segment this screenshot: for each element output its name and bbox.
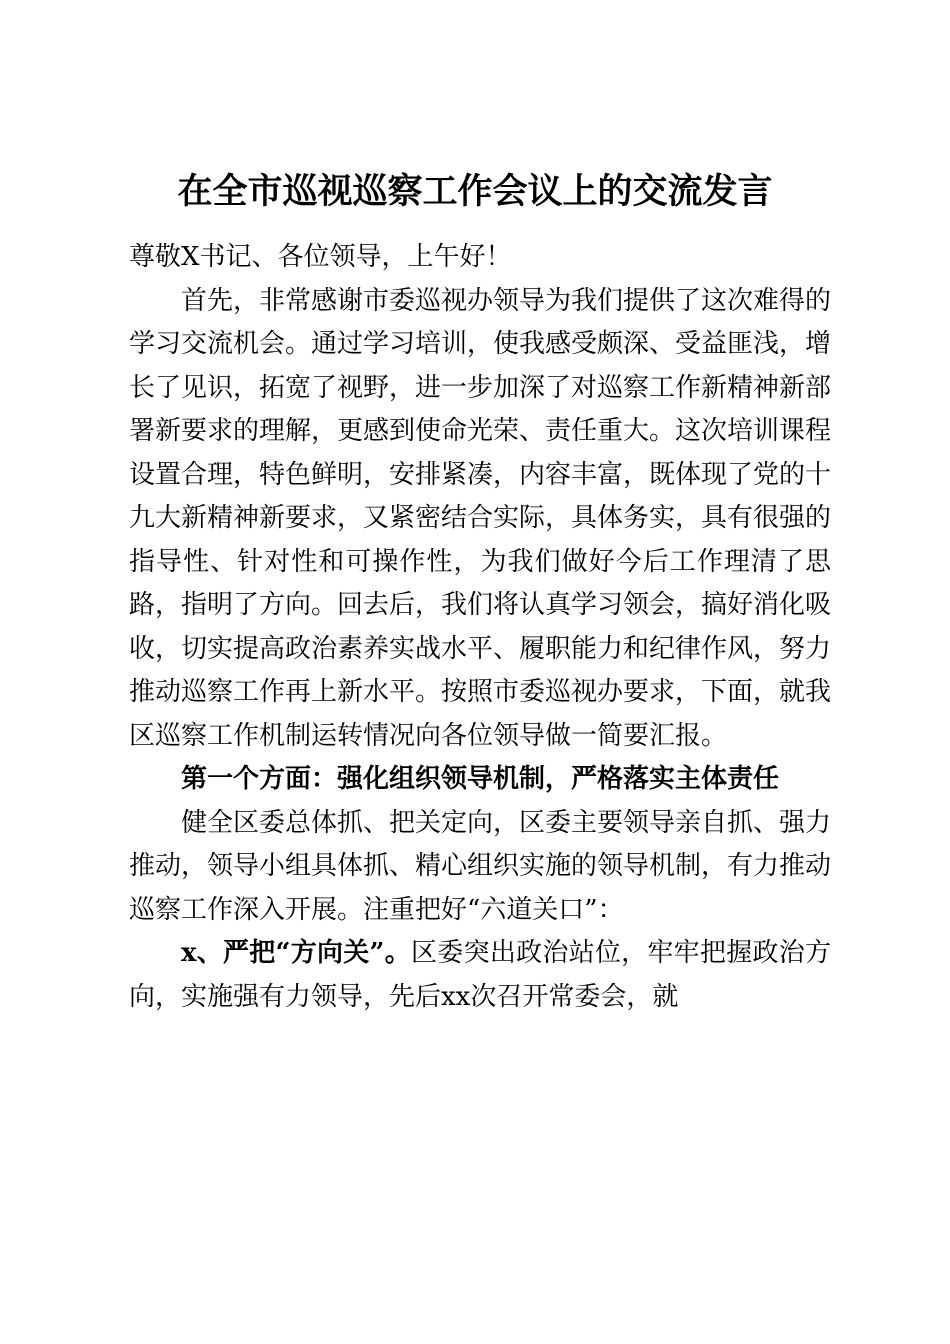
- section-heading: 第一个方面：强化组织领导机制，严格落实主体责任: [181, 764, 780, 794]
- document-body: [129, 236, 831, 1019]
- item-text: 区委突出政治站位，牢牢把握政治方向，实施强有力领导，先后xx次召开常委会，就: [129, 938, 831, 1012]
- item-lead: x、严把“方向关”。: [181, 938, 412, 968]
- paragraph-leadership: 健全区委总体抓、把关定向，区委主要领导亲自抓、强力推动，领导小组具体抓、精心组织实施的领导机制，有力推动巡察工作深入开展。注重把好“六道关口”：: [129, 807, 832, 925]
- paragraph-intro: 首先，非常感谢市委巡视办领导为我们提供了这次难得的学习交流机会。通过学习培训，使我感受颇深、受益匪浅，增长了见识，拓宽了视野，进一步加深了对巡察工作新精神新部署新要求的理解，更感到使命光荣、责任重大。这次培训课程设置合理，特色鲜明，安排紧凑，内容丰富，既体现了党的十九大新精神新要求，又紧密结合实际，具体务实，具有很强的指导性、针对性和可操作性，为我们做好今后工作理清了思路，指明了方向。回去后，我们将认真学习领会，搞好消化吸收，切实提高政治素养实战水平、履职能力和纪律作风，努力推动巡察工作再上新水平。按照市委巡视办要求，下面，就我区巡察工作机制运转情况向各位领导做一简要汇报。: [129, 285, 832, 751]
- greeting-line: 尊敬X书记、各位领导，上午好！: [129, 242, 512, 272]
- list-item-direction: [129, 932, 831, 1019]
- document-title: 在全市巡视巡察工作会议上的交流发言: [177, 171, 773, 212]
